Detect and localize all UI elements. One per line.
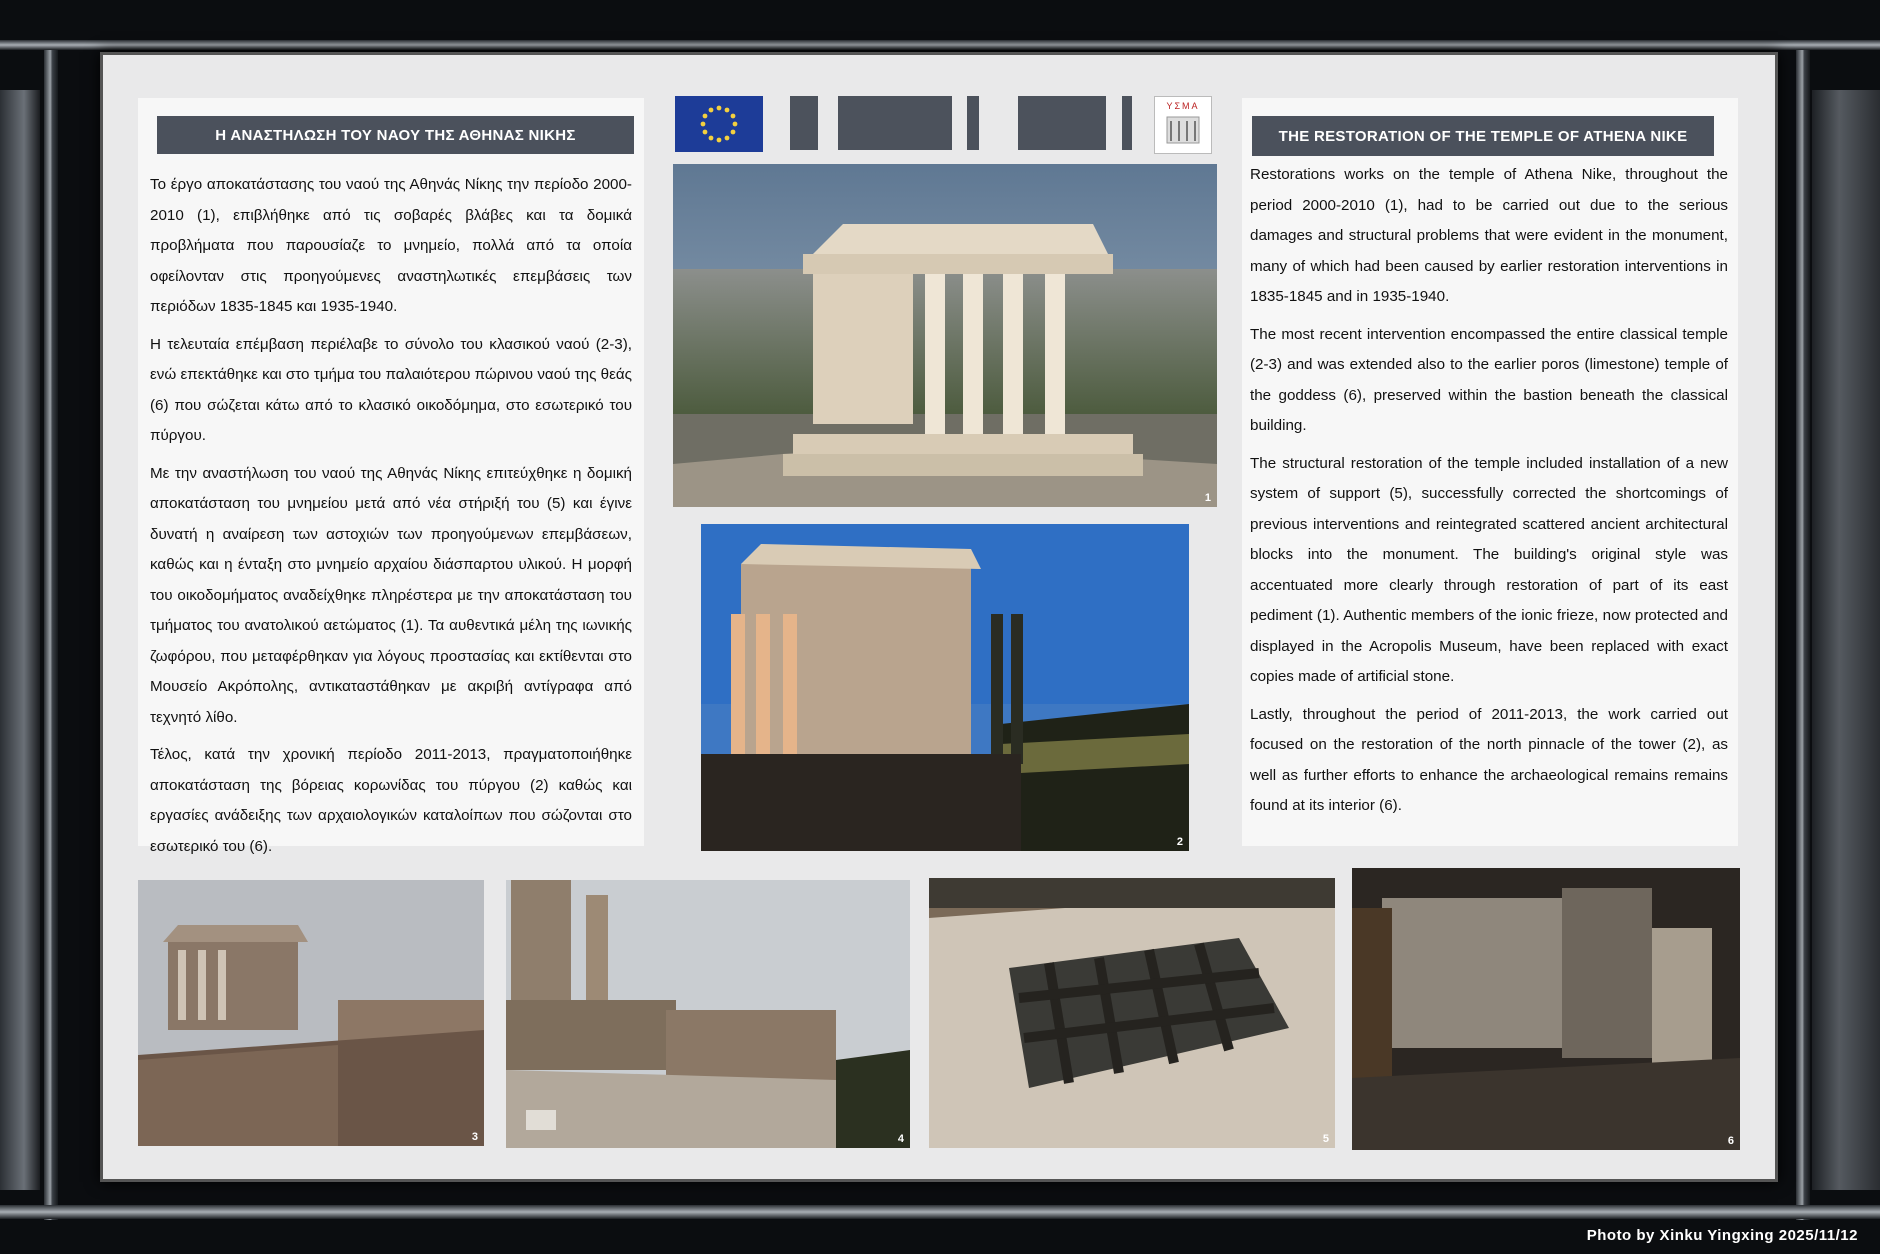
frame-side-right	[1812, 90, 1880, 1190]
english-heading: THE RESTORATION OF THE TEMPLE OF ATHENA NIKE	[1252, 116, 1714, 156]
greek-paragraph: Τέλος, κατά την χρονική περίοδο 2011-2013, πραγματοποιήθηκε αποκατάσταση της βόρειας κορωνίδας του πύργου (2) καθώς και εργασίες ανάδειξης των αρχαιολογικών καταλοίπων που σώζονται στο εσωτερικό του (6).	[150, 746, 632, 855]
sponsor-logo-4	[1018, 96, 1106, 150]
greek-text	[150, 170, 632, 869]
eu-stars	[675, 96, 763, 152]
english-text	[1250, 160, 1728, 829]
photo-3-bastion	[138, 880, 484, 1146]
english-paragraph: Lastly, throughout the period of 2011-2013, the work carried out focused on the restoration of the north pinnacle of the tower (2), as well as further efforts to enhance the archaeological remains remains found at its interior (6).	[1250, 705, 1728, 814]
photo-number: 6	[1727, 1135, 1734, 1147]
photo-watermark: Photo by Xinku Yingxing 2025/11/12	[1586, 1227, 1858, 1244]
photo-number: 4	[897, 1133, 904, 1145]
photo-2-temple-side	[701, 524, 1189, 851]
english-paragraph: The most recent intervention encompassed the entire classical temple (2-3) and was extended also to the earlier poros (limestone) temple of the goddess (6), preserved within the bastion beneath the classical building.	[1250, 325, 1728, 434]
greek-heading: Η ΑΝΑΣΤΗΛΩΣΗ ΤΟΥ ΝΑΟΥ ΤΗΣ ΑΘΗΝΑΣ ΝΙΚΗΣ	[157, 116, 634, 154]
photo-number: 3	[471, 1131, 478, 1143]
yspa-logo	[1154, 96, 1212, 154]
photo-number: 2	[1176, 836, 1183, 848]
photo-number: 5	[1322, 1133, 1329, 1145]
photo-6-interior	[1352, 868, 1740, 1150]
greek-panel	[138, 98, 644, 855]
photo-4-propylaea	[506, 880, 910, 1148]
frame-rail-top	[0, 40, 1880, 50]
frame-rail-bottom	[0, 1205, 1880, 1219]
photo-5-support-grid	[929, 878, 1335, 1148]
sponsor-logo-3	[967, 96, 979, 150]
photo-number: 1	[1204, 492, 1211, 504]
english-paragraph: Restorations works on the temple of Athena Nike, throughout the period 2000-2010 (1), had to be carried out due to the serious damages and structural problems that were evident in the monument, many of which had been caused by earlier restoration interventions in 1835-1845 and in 1935-1940.	[1250, 166, 1728, 305]
frame-post-left	[44, 40, 58, 1220]
frame-side-left	[0, 90, 40, 1190]
eu-flag-icon	[675, 96, 763, 152]
greek-paragraph: Με την αναστήλωση του ναού της Αθηνάς Νίκης επιτεύχθηκε η δομική αποκατάσταση του μνημείου μετά από νέα στήριξή του (5) και έγινε δυνατή η αναίρεση των αστοχιών των προηγούμενων επεμβάσεων, καθώς και η ένταξη στο μνημείο αρχαίου διάσπαρτου υλικού. Η μορφή του οικοδομήματος αναδείχθηκε πληρέστερα με την αποκατάσταση του τμήματος του ανατολικού αετώματος (1). Τα αυθεντικά μέλη της ιωνικής ζωφόρου, που μεταφέρθηκαν για λόγους προστασίας και εκτίθενται στο Μουσείο Ακρόπολης, αντικαταστάθηκαν με ακριβή αντίγραφα από τεχνητό λίθο.	[150, 464, 632, 726]
sponsor-logo-2	[838, 96, 952, 150]
photo-1-temple-restored	[673, 164, 1217, 507]
english-paragraph: The structural restoration of the temple included installation of a new system of support (5), successfully corrected the shortcomings of previous interventions and reintegrated scattered ancient architectural blocks into the monument. The building's original style was accentuated more clearly through restoration of part of its east pediment (1). Authentic members of the ionic frieze, now protected and displayed in the Acropolis Museum, have been replaced with exact copies made of artificial stone.	[1250, 454, 1728, 685]
greek-paragraph: Το έργο αποκατάστασης του ναού της Αθηνάς Νίκης την περίοδο 2000-2010 (1), επιβλήθηκε από τις σοβαρές βλάβες και τα δομικά προβλήματα που παρουσίαζε το μνημείο, πολλά από τα οποία οφείλονταν στις προηγούμενες αναστηλωτικές επεμβάσεις των περιόδων 1835-1845 και 1935-1940.	[150, 176, 632, 315]
frame-post-right	[1796, 40, 1810, 1220]
greek-paragraph: Η τελευταία επέμβαση περιέλαβε το σύνολο του κλασικού ναού (2-3), ενώ επεκτάθηκε και στο τμήμα του παλαιότερου πώρινου ναού της θεάς (6) που σώζεται κάτω από το κλασικό οικοδόμημα, στο εσωτερικό του πύργου.	[150, 335, 632, 444]
sponsor-logo-5	[1122, 96, 1132, 150]
english-panel	[1242, 98, 1738, 846]
information-board	[100, 52, 1778, 1182]
sponsor-logo-1	[790, 96, 818, 150]
yspa-logo-text: ΥΣΜΑ	[1166, 101, 1200, 111]
